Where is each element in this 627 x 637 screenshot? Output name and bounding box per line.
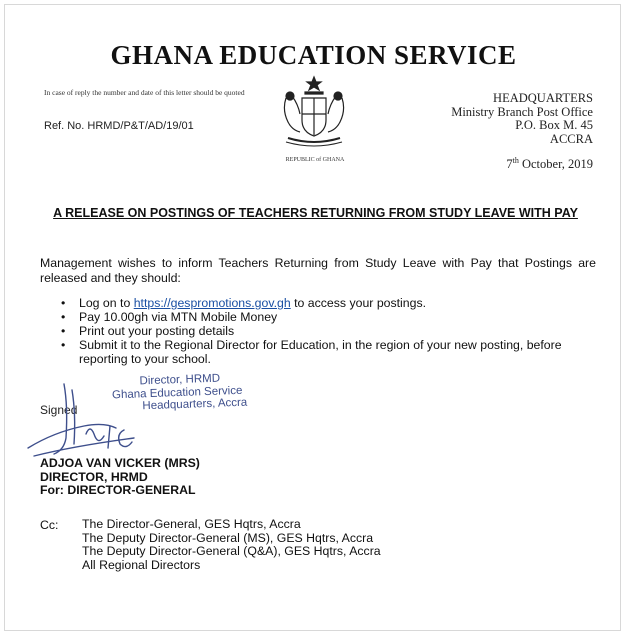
step-text: to access your postings. — [290, 296, 427, 310]
signatory-name: ADJOA VAN VICKER (MRS) — [40, 456, 200, 470]
handwritten-signature-icon — [24, 376, 164, 462]
list-item — [40, 310, 596, 324]
bullet-icon: • — [61, 324, 66, 338]
address-line: HEADQUARTERS — [493, 91, 593, 105]
list-item — [40, 296, 596, 310]
stamp-line: Director, HRMD — [139, 372, 221, 388]
cc-recipient: The Director-General, GES Hqtrs, Accra — [82, 517, 301, 531]
cc-recipient: The Deputy Director-General (Q&A), GES Hqtrs, Accra — [82, 544, 381, 559]
letter-subject: A RELEASE ON POSTINGS OF TEACHERS RETURNING FROM STUDY LEAVE WITH PAY — [53, 206, 578, 220]
crest-caption: REPUBLIC of GHANA — [285, 157, 345, 163]
date-rest: October, 2019 — [518, 157, 593, 172]
reply-note: In case of reply the number and date of this letter should be quoted — [44, 88, 245, 97]
signatory-title: DIRECTOR, HRMD — [40, 469, 148, 484]
stamp-line: Ghana Education Service — [111, 384, 243, 401]
gespromotions-link[interactable]: https://gespromotions.gov.gh — [133, 296, 291, 310]
stamp-line: Headquarters, Accra — [142, 396, 248, 413]
instruction-list — [40, 296, 596, 366]
reference-number: Ref. No. HRMD/P&T/AD/19/01 — [44, 120, 194, 132]
bullet-icon: • — [61, 310, 66, 324]
cc-label: Cc: — [40, 518, 59, 532]
signed-label: Signed — [40, 403, 78, 417]
list-item — [40, 324, 596, 338]
address-line: ACCRA — [549, 131, 593, 146]
address-block — [451, 92, 593, 146]
letter-date — [506, 156, 593, 172]
signatory-block — [40, 457, 200, 498]
coat-of-arms-icon — [278, 74, 350, 150]
address-line: Ministry Branch Post Office — [451, 104, 593, 119]
cc-recipient: All Regional Directors — [82, 558, 201, 573]
step-text: Submit it to the Regional Director for Education, in the region of your new posting, before reporting to your school. — [79, 338, 562, 366]
cc-recipient: The Deputy Director-General (MS), GES Hqtrs, Accra — [82, 530, 374, 545]
date-suffix: th — [512, 156, 519, 165]
intro-paragraph: Management wishes to inform Teachers Returning from Study Leave with Pay that Postings are released and they should: — [40, 256, 596, 285]
bullet-icon: • — [61, 296, 66, 310]
bullet-icon: • — [61, 338, 66, 352]
date-day: 7 — [506, 157, 513, 172]
signatory-for: For: DIRECTOR-GENERAL — [40, 483, 196, 497]
list-item — [40, 338, 596, 366]
organization-title: GHANA EDUCATION SERVICE — [110, 40, 517, 70]
step-text: Print out your posting details — [79, 324, 235, 338]
step-text: Log on to — [79, 296, 134, 310]
cc-recipients — [82, 518, 381, 573]
step-text: Pay 10.00gh via MTN Mobile Money — [79, 310, 278, 324]
address-line: P.O. Box M. 45 — [515, 118, 593, 132]
